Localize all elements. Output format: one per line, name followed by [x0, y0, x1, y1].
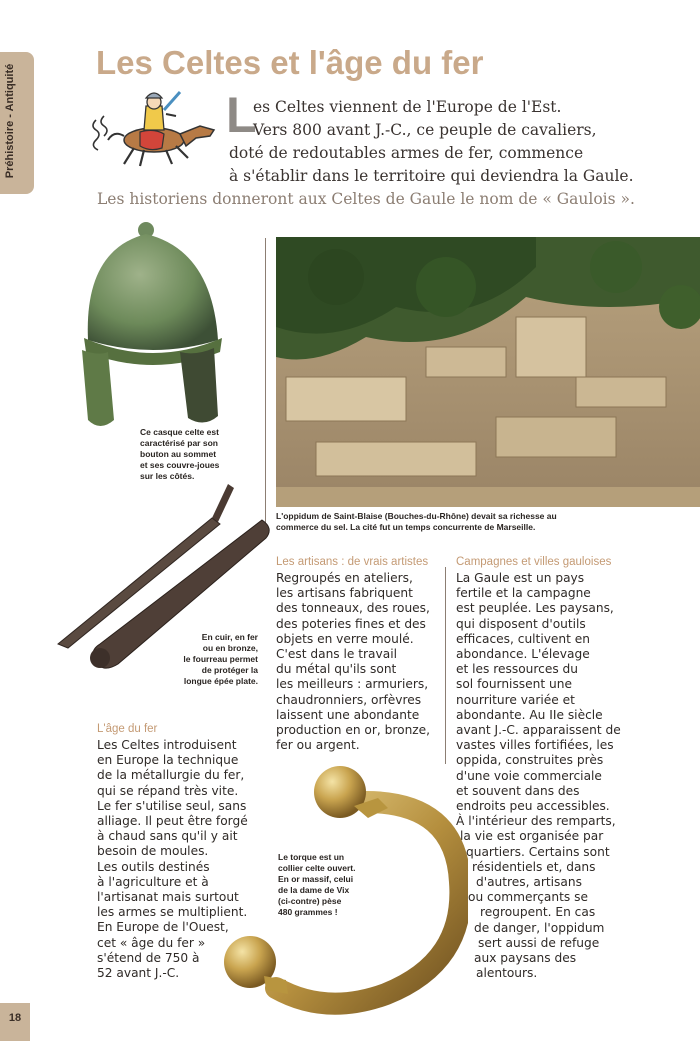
towns-heading: Campagnes et villes gauloises [456, 556, 612, 568]
body-line: sol fournissent une [456, 677, 572, 692]
body-line: alentours. [476, 966, 538, 981]
body-line: d'autres, artisans [476, 875, 582, 889]
intro-line: Vers 800 avant J.-C., ce peuple de cavaliers, [253, 121, 597, 139]
body-line: de la métallurgie du fer, [97, 768, 245, 783]
torque-caption: Le torque est un collier celte ouvert. En or massif, celui de la dame de Vix (ci-contre) pèse 480 grammes ! [278, 852, 356, 917]
body-line: en Europe la technique [97, 753, 239, 768]
body-line: sert aussi de refuge [478, 935, 600, 950]
body-line: endroits peu accessibles. [456, 799, 610, 813]
body-line: besoin de moules. [97, 844, 209, 859]
page-title: Les Celtes et l'âge du fer [96, 44, 484, 81]
body-line: fertile et la campagne [456, 586, 591, 601]
body-line: est peuplée. Les paysans, [456, 601, 614, 616]
body-line: Les Celtes introduisent [97, 738, 237, 752]
body-line: objets en verre moulé. [276, 631, 414, 646]
body-line: d'une voie commerciale [456, 768, 602, 783]
body-line: quartiers. Certains sont [466, 844, 610, 859]
body-line: avant J.-C. apparaissent de [456, 723, 621, 737]
body-line: les artisans fabriquent [276, 586, 413, 601]
body-line: cet « âge du fer » [97, 935, 206, 950]
body-line: vastes villes fortifiées, les [456, 738, 614, 753]
body-line: abondante. Au IIe siècle [456, 707, 603, 722]
page-number: 18 [8, 1012, 22, 1024]
body-line: abondance. L'élevage [456, 647, 590, 661]
section-tab-label: Préhistoire - Antiquité [4, 63, 16, 179]
body-line: les meilleurs : armuriers, [276, 677, 429, 692]
body-line: à l'agriculture et à [97, 874, 209, 889]
body-line: chaudronniers, orfèvres [276, 692, 422, 707]
body-line: Regroupés en ateliers, [276, 571, 413, 585]
body-line: nourriture variée et [456, 692, 575, 707]
body-line: fer ou argent. [276, 738, 360, 753]
body-line: production en or, bronze, [276, 723, 431, 737]
body-line: Les outils destinés [97, 859, 210, 874]
body-line: 52 avant J.-C. [97, 966, 180, 980]
body-line: à chaud sans qu'il y ait [97, 829, 238, 844]
body-line: qui disposent d'outils [456, 616, 586, 631]
body-line: les armes se multiplient. [97, 905, 248, 920]
section-tab [0, 52, 34, 194]
intro-line: à s'établir dans le territoire qui deviendra la Gaule. [229, 167, 634, 185]
body-line: de danger, l'oppidum [474, 920, 605, 935]
body-line: Le fer s'utilise seul, sans [97, 798, 247, 813]
body-line: du métal qu'ils sont [276, 662, 397, 677]
body-line: La Gaule est un pays [456, 571, 585, 585]
intro-line: doté de redoutables armes de fer, commence [229, 144, 584, 162]
sword-caption: En cuir, en fer ou en bronze, le fourreau permet de protéger la longue épée plate. [183, 632, 258, 686]
column-divider [445, 567, 446, 764]
body-line: la vie est organisée par [460, 829, 604, 844]
body-line: des poteries fines et des [276, 616, 426, 631]
body-line: qui se répand très vite. [97, 783, 239, 798]
oppidum-caption: L'oppidum de Saint-Blaise (Bouches-du-Rhône) devait sa richesse au commerce du sel. La cité fut un temps concurrente de Marseille. [276, 511, 557, 532]
body-line: alliage. Il peut être forgé [97, 814, 248, 828]
body-line: efficaces, cultivent en [456, 631, 591, 646]
body-line: résidentiels et, dans [472, 859, 596, 874]
body-line: s'étend de 750 à [97, 950, 200, 965]
celtic-helmet-photo [78, 220, 228, 430]
body-line: laissent une abondante [276, 707, 420, 722]
body-line: oppida, construites près [456, 753, 604, 768]
intro-line: es Celtes viennent de l'Europe de l'Est. [253, 98, 562, 116]
gaul-rider-illustration [88, 88, 218, 170]
body-line: l'artisanat mais surtout [97, 890, 239, 904]
iron-age-heading: L'âge du fer [97, 723, 158, 735]
body-line: des tonneaux, des roues, [276, 601, 430, 616]
body-line: aux paysans des [474, 951, 577, 965]
body-line: regroupent. En cas [480, 905, 596, 920]
body-line: et souvent dans des [456, 783, 580, 798]
intro-dropcap: L [226, 87, 257, 143]
body-line: ou commerçants se [468, 890, 588, 905]
body-line: À l'intérieur des remparts, [456, 814, 616, 829]
page-number-tab [0, 1003, 30, 1041]
artisans-heading: Les artisans : de vrais artistes [276, 556, 429, 568]
intro-line: Les historiens donneront aux Celtes de Gaule le nom de « Gaulois ». [97, 190, 635, 208]
body-line: En Europe de l'Ouest, [97, 920, 229, 935]
body-line: et les ressources du [456, 662, 579, 677]
helmet-caption: Ce casque celte est caractérisé par son bouton au sommet et ses couvre-joues sur les côtés. [140, 427, 220, 481]
body-line: C'est dans le travail [276, 647, 397, 661]
oppidum-photo [276, 237, 700, 507]
